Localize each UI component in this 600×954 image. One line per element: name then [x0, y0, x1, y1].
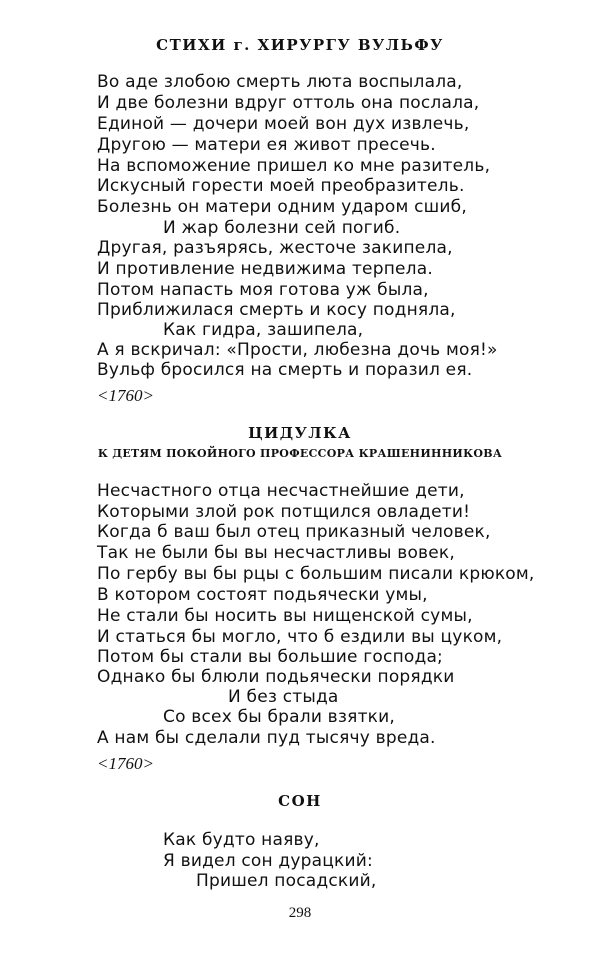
poem-title: ЦИДУЛКА — [248, 424, 352, 442]
poem-line: Со всех бы брали взятки, — [163, 707, 395, 727]
poem-line: По гербу вы бы рцы с большим писали крюком, — [97, 564, 535, 584]
poem-line: На вспоможение пришел ко мне разитель, — [97, 156, 491, 176]
poem-line: А я вскричал: «Прости, любезна дочь моя!» — [97, 340, 498, 360]
poem-line: А нам бы сделали пуд тысячу вреда. — [97, 728, 436, 748]
poem-title: СТИХИ г. ХИРУРГУ ВУЛЬФУ — [156, 36, 444, 54]
poem-line: Пришел посадский, — [196, 871, 377, 891]
poem-line: Другою — матери ея живот пресечь. — [97, 135, 436, 155]
poem-date: <1760> — [97, 386, 154, 405]
poem-line: Во аде злобою смерть люта воспылала, — [97, 72, 463, 92]
poem-date: <1760> — [97, 754, 154, 773]
page-number: 298 — [288, 905, 312, 921]
poem-title: СОН — [278, 792, 322, 810]
poem-line: И противление недвижима терпела. — [97, 259, 433, 279]
poem-line: Единой — дочери моей вон дух извлечь, — [97, 114, 470, 134]
poem-line: Потом бы стали вы большие господа; — [97, 647, 443, 667]
poem-line: Как будто наяву, — [163, 830, 320, 850]
poem-line: Другая, разъярясь, жесточе закипела, — [97, 238, 453, 258]
poem-line: Болезнь он матери одним ударом сшиб, — [97, 197, 467, 217]
poem-subtitle: К ДЕТЯМ ПОКОЙНОГО ПРОФЕССОРА КРАШЕНИННИКОВА — [97, 447, 503, 460]
poem-line: В котором состоят подьячески умы, — [97, 585, 428, 605]
poem-line: И без стыда — [228, 687, 339, 707]
poem-line: Не стали бы носить вы нищенской сумы, — [97, 606, 473, 626]
poem-line: Приближилася смерть и косу подняла, — [97, 300, 456, 320]
poem-line: Которыми злой рок потщился овладети! — [97, 502, 471, 522]
poem-line: Я видел сон дурацкий: — [163, 851, 373, 871]
poem-line: Так не были бы вы несчастливы вовек, — [97, 543, 455, 563]
poem-line: Искусный горести моей преобразитель. — [97, 176, 465, 196]
poem-line: И статься бы могло, что б ездили вы цуком, — [97, 627, 503, 647]
poem-line: Однако бы блюли подьячески порядки — [97, 667, 455, 687]
poem-line: И две болезни вдруг оттоль она послала, — [97, 93, 480, 113]
poem-line: Потом напасть моя готова уж была, — [97, 280, 429, 300]
poem-line: Вульф бросился на смерть и поразил ея. — [97, 360, 473, 380]
poem-line: Как гидра, зашипела, — [163, 320, 364, 340]
poem-line: И жар болезни сей погиб. — [163, 218, 401, 238]
poem-line: Несчастного отца несчастнейшие дети, — [97, 481, 465, 501]
poem-line: Когда б ваш был отец приказный человек, — [97, 522, 491, 542]
